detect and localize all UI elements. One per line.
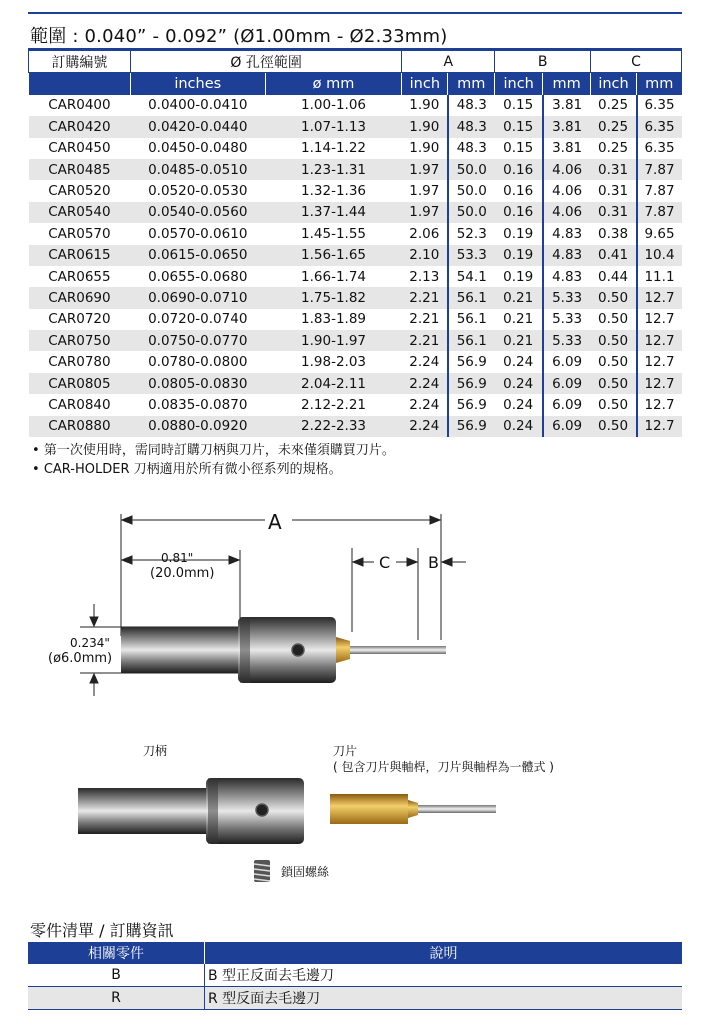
cell-c-inch: 0.50 xyxy=(591,351,637,372)
cell-order-number: CAR0690 xyxy=(29,287,131,308)
cell-b-mm: 3.81 xyxy=(543,116,591,137)
cell-a-mm: 53.3 xyxy=(448,245,495,266)
dim-a-label: A xyxy=(268,510,282,534)
cell-order-number: CAR0880 xyxy=(29,416,131,437)
cell-bore-inches: 0.0720-0.0740 xyxy=(130,309,265,330)
cell-b-inch: 0.19 xyxy=(495,245,543,266)
table-row xyxy=(29,245,682,266)
cell-a-inch: 2.21 xyxy=(402,287,448,308)
cell-a-mm: 56.1 xyxy=(448,330,495,351)
table-row xyxy=(29,309,682,330)
cell-order-number: CAR0750 xyxy=(29,330,131,351)
cell-c-mm: 12.7 xyxy=(637,330,682,351)
header-order-number: 訂購編號 xyxy=(29,51,131,73)
cell-b-inch: 0.21 xyxy=(495,330,543,351)
cell-c-inch: 0.50 xyxy=(591,373,637,394)
cell-bore-mm: 1.14-1.22 xyxy=(265,138,402,159)
holder-part xyxy=(78,778,304,844)
cell-c-inch: 0.50 xyxy=(591,287,637,308)
cell-b-mm: 4.06 xyxy=(543,202,591,223)
cell-bore-inches: 0.0400-0.0410 xyxy=(130,95,265,116)
cell-c-mm: 12.7 xyxy=(637,309,682,330)
cell-c-inch: 0.38 xyxy=(591,223,637,244)
cell-c-inch: 0.31 xyxy=(591,159,637,180)
cell-a-mm: 54.1 xyxy=(448,266,495,287)
table-row xyxy=(29,202,682,223)
cell-a-mm: 52.3 xyxy=(448,223,495,244)
unit-header-mm: ø mm xyxy=(265,73,402,95)
unit-header-b-mm: mm xyxy=(543,73,591,95)
header-b: B xyxy=(495,51,591,73)
cell-order-number: CAR0615 xyxy=(29,245,131,266)
cell-b-mm: 6.09 xyxy=(543,373,591,394)
cell-b-mm: 4.83 xyxy=(543,245,591,266)
cell-bore-mm: 1.32-1.36 xyxy=(265,180,402,201)
cell-c-mm: 7.87 xyxy=(637,202,682,223)
unit-header-a-mm: mm xyxy=(448,73,495,95)
cell-order-number: CAR0780 xyxy=(29,351,131,372)
cell-bore-mm: 1.66-1.74 xyxy=(265,266,402,287)
table-row xyxy=(29,95,682,116)
cell-a-inch: 2.24 xyxy=(402,351,448,372)
insert-label: 刀片 xyxy=(333,744,358,758)
cell-c-mm: 12.7 xyxy=(637,416,682,437)
spec-table xyxy=(28,50,682,437)
cell-order-number: CAR0420 xyxy=(29,116,131,137)
table-row xyxy=(29,330,682,351)
cell-a-mm: 56.9 xyxy=(448,394,495,415)
cell-b-inch: 0.19 xyxy=(495,266,543,287)
cell-b-inch: 0.16 xyxy=(495,202,543,223)
set-screw-icon xyxy=(254,860,270,882)
cell-b-mm: 5.33 xyxy=(543,309,591,330)
cell-bore-inches: 0.0880-0.0920 xyxy=(130,416,265,437)
table-row xyxy=(29,416,682,437)
cell-bore-mm: 2.22-2.33 xyxy=(265,416,402,437)
cell-c-mm: 7.87 xyxy=(637,159,682,180)
table-row xyxy=(29,351,682,372)
parts-desc: R 型反面去毛邊刀 xyxy=(205,987,683,1010)
insert-note: ( 包含刀片與軸桿，刀片與軸桿為一體式 ) xyxy=(333,760,554,774)
cell-b-inch: 0.15 xyxy=(495,95,543,116)
cell-bore-inches: 0.0520-0.0530 xyxy=(130,180,265,201)
cell-b-mm: 4.06 xyxy=(543,159,591,180)
cell-a-mm: 48.3 xyxy=(448,95,495,116)
header-c: C xyxy=(591,51,682,73)
cell-bore-mm: 1.75-1.82 xyxy=(265,287,402,308)
cell-b-inch: 0.24 xyxy=(495,351,543,372)
cell-bore-mm: 1.83-1.89 xyxy=(265,309,402,330)
cell-bore-inches: 0.0485-0.0510 xyxy=(130,159,265,180)
cell-bore-mm: 1.37-1.44 xyxy=(265,202,402,223)
cell-b-inch: 0.16 xyxy=(495,159,543,180)
table-row xyxy=(29,116,682,137)
dim-b-label: B xyxy=(428,553,439,572)
unit-header-row xyxy=(29,73,682,95)
cell-bore-inches: 0.0835-0.0870 xyxy=(130,394,265,415)
cell-c-mm: 12.7 xyxy=(637,373,682,394)
unit-header-inches: inches xyxy=(130,73,265,95)
cell-c-inch: 0.31 xyxy=(591,180,637,201)
cell-bore-inches: 0.0750-0.0770 xyxy=(130,330,265,351)
cell-a-inch: 2.21 xyxy=(402,309,448,330)
cell-c-inch: 0.41 xyxy=(591,245,637,266)
dim-dia-inch: 0.234" xyxy=(70,636,110,650)
cell-order-number: CAR0840 xyxy=(29,394,131,415)
unit-header-c-inch: inch xyxy=(591,73,637,95)
cell-a-inch: 2.10 xyxy=(402,245,448,266)
cell-order-number: CAR0485 xyxy=(29,159,131,180)
note-item: • CAR-HOLDER 刀柄適用於所有微小徑系列的規格。 xyxy=(32,462,342,477)
parts-header-row xyxy=(28,942,682,964)
cell-c-inch: 0.50 xyxy=(591,416,637,437)
cell-c-mm: 12.7 xyxy=(637,351,682,372)
cell-bore-mm: 1.23-1.31 xyxy=(265,159,402,180)
cell-b-mm: 6.09 xyxy=(543,394,591,415)
holder-label: 刀柄 xyxy=(143,744,168,758)
cell-c-inch: 0.50 xyxy=(591,330,637,351)
dim-dia-mm: (ø6.0mm) xyxy=(48,651,113,666)
cell-c-mm: 12.7 xyxy=(637,287,682,308)
cell-b-inch: 0.21 xyxy=(495,309,543,330)
cell-a-inch: 2.13 xyxy=(402,266,448,287)
cell-bore-mm: 1.98-2.03 xyxy=(265,351,402,372)
cell-b-mm: 3.81 xyxy=(543,95,591,116)
table-row xyxy=(29,159,682,180)
cell-a-mm: 48.3 xyxy=(448,138,495,159)
cell-bore-inches: 0.0540-0.0560 xyxy=(130,202,265,223)
cell-b-mm: 4.83 xyxy=(543,223,591,244)
cell-bore-inches: 0.0690-0.0710 xyxy=(130,287,265,308)
cell-bore-inches: 0.0570-0.0610 xyxy=(130,223,265,244)
cell-b-inch: 0.24 xyxy=(495,416,543,437)
dim-c-label: C xyxy=(379,553,391,572)
parts-desc: B 型正反面去毛邊刀 xyxy=(205,964,683,987)
cell-c-mm: 12.7 xyxy=(637,394,682,415)
top-rule xyxy=(28,12,682,14)
cell-a-inch: 2.06 xyxy=(402,223,448,244)
cell-a-mm: 50.0 xyxy=(448,159,495,180)
table-row xyxy=(29,287,682,308)
cell-c-mm: 6.35 xyxy=(637,138,682,159)
page-title: 範圍 : 0.040” - 0.092” (Ø1.00mm - Ø2.33mm) xyxy=(30,26,448,47)
cell-a-inch: 2.24 xyxy=(402,394,448,415)
cell-a-mm: 50.0 xyxy=(448,202,495,223)
cell-bore-inches: 0.0420-0.0440 xyxy=(130,116,265,137)
cell-order-number: CAR0805 xyxy=(29,373,131,394)
cell-b-inch: 0.24 xyxy=(495,373,543,394)
cell-b-mm: 6.09 xyxy=(543,416,591,437)
parts-code: R xyxy=(28,987,205,1010)
unit-header-a-inch: inch xyxy=(402,73,448,95)
cell-bore-inches: 0.0450-0.0480 xyxy=(130,138,265,159)
cell-a-inch: 2.24 xyxy=(402,416,448,437)
header-bore-range: Ø 孔徑範圍 xyxy=(130,51,402,73)
dimension-c-b xyxy=(352,548,466,640)
cell-a-inch: 1.90 xyxy=(402,138,448,159)
table-row xyxy=(29,394,682,415)
table-row xyxy=(29,138,682,159)
cell-c-inch: 0.50 xyxy=(591,394,637,415)
cell-a-mm: 50.0 xyxy=(448,180,495,201)
cell-b-mm: 4.06 xyxy=(543,180,591,201)
cell-a-mm: 56.1 xyxy=(448,287,495,308)
cell-b-inch: 0.15 xyxy=(495,138,543,159)
group-header-row xyxy=(29,51,682,73)
cell-order-number: CAR0540 xyxy=(29,202,131,223)
parts-table xyxy=(28,942,682,1010)
cell-a-mm: 56.9 xyxy=(448,416,495,437)
cell-order-number: CAR0720 xyxy=(29,309,131,330)
table-row xyxy=(29,266,682,287)
cell-a-inch: 1.97 xyxy=(402,180,448,201)
cell-order-number: CAR0655 xyxy=(29,266,131,287)
table-row xyxy=(29,373,682,394)
note-item: • 第一次使用時，需同時訂購刀柄與刀片，未來僅須購買刀片。 xyxy=(32,443,395,458)
cell-b-mm: 5.33 xyxy=(543,330,591,351)
cell-b-inch: 0.16 xyxy=(495,180,543,201)
unit-header-blank xyxy=(29,73,131,95)
cell-order-number: CAR0400 xyxy=(29,95,131,116)
cell-bore-mm: 1.90-1.97 xyxy=(265,330,402,351)
unit-header-c-mm: mm xyxy=(637,73,682,95)
cell-c-inch: 0.31 xyxy=(591,202,637,223)
cell-order-number: CAR0520 xyxy=(29,180,131,201)
unit-header-b-inch: inch xyxy=(495,73,543,95)
note-text: 第一次使用時，需同時訂購刀柄與刀片，未來僅須購買刀片。 xyxy=(43,443,395,458)
cell-bore-mm: 2.04-2.11 xyxy=(265,373,402,394)
parts-header-part: 相關零件 xyxy=(28,942,205,964)
cell-bore-inches: 0.0780-0.0800 xyxy=(130,351,265,372)
cell-c-inch: 0.25 xyxy=(591,138,637,159)
cell-bore-mm: 1.56-1.65 xyxy=(265,245,402,266)
dim-length-mm: (20.0mm) xyxy=(150,566,215,581)
cell-a-mm: 56.1 xyxy=(448,309,495,330)
cell-order-number: CAR0570 xyxy=(29,223,131,244)
cell-a-inch: 1.97 xyxy=(402,159,448,180)
cell-b-inch: 0.24 xyxy=(495,394,543,415)
cell-bore-inches: 0.0655-0.0680 xyxy=(130,266,265,287)
cell-b-mm: 3.81 xyxy=(543,138,591,159)
cell-c-inch: 0.25 xyxy=(591,95,637,116)
cell-c-inch: 0.25 xyxy=(591,116,637,137)
insert-part xyxy=(330,794,496,824)
cell-a-mm: 48.3 xyxy=(448,116,495,137)
cell-c-inch: 0.44 xyxy=(591,266,637,287)
parts-title: 零件清單 / 訂購資訊 xyxy=(30,921,174,940)
cell-bore-mm: 1.07-1.13 xyxy=(265,116,402,137)
cell-order-number: CAR0450 xyxy=(29,138,131,159)
tool-drawing xyxy=(0,500,712,900)
cell-a-inch: 1.90 xyxy=(402,116,448,137)
cell-b-inch: 0.19 xyxy=(495,223,543,244)
cell-bore-mm: 2.12-2.21 xyxy=(265,394,402,415)
cell-c-mm: 6.35 xyxy=(637,95,682,116)
parts-row xyxy=(28,987,682,1010)
cell-bore-mm: 1.45-1.55 xyxy=(265,223,402,244)
cell-c-mm: 7.87 xyxy=(637,180,682,201)
parts-row xyxy=(28,964,682,987)
cell-bore-inches: 0.0805-0.0830 xyxy=(130,373,265,394)
cell-a-inch: 1.90 xyxy=(402,95,448,116)
table-row xyxy=(29,180,682,201)
cell-b-mm: 5.33 xyxy=(543,287,591,308)
header-a: A xyxy=(402,51,495,73)
cell-b-inch: 0.21 xyxy=(495,287,543,308)
cell-a-inch: 2.24 xyxy=(402,373,448,394)
note-text: CAR-HOLDER 刀柄適用於所有微小徑系列的規格。 xyxy=(43,462,342,477)
cell-b-mm: 4.83 xyxy=(543,266,591,287)
table-row xyxy=(29,223,682,244)
notes xyxy=(32,441,395,479)
cell-a-inch: 2.21 xyxy=(402,330,448,351)
cell-a-mm: 56.9 xyxy=(448,373,495,394)
cell-b-inch: 0.15 xyxy=(495,116,543,137)
parts-code: B xyxy=(28,964,205,987)
cell-c-inch: 0.50 xyxy=(591,309,637,330)
cell-c-mm: 10.4 xyxy=(637,245,682,266)
cell-a-mm: 56.9 xyxy=(448,351,495,372)
screw-label: 鎖固螺絲 xyxy=(281,865,330,879)
cell-c-mm: 11.1 xyxy=(637,266,682,287)
parts-header-desc: 說明 xyxy=(205,942,683,964)
cell-bore-mm: 1.00-1.06 xyxy=(265,95,402,116)
cell-bore-inches: 0.0615-0.0650 xyxy=(130,245,265,266)
dim-length-inch: 0.81" xyxy=(161,551,194,565)
cell-b-mm: 6.09 xyxy=(543,351,591,372)
cell-c-mm: 9.65 xyxy=(637,223,682,244)
cell-c-mm: 6.35 xyxy=(637,116,682,137)
cell-a-inch: 1.97 xyxy=(402,202,448,223)
